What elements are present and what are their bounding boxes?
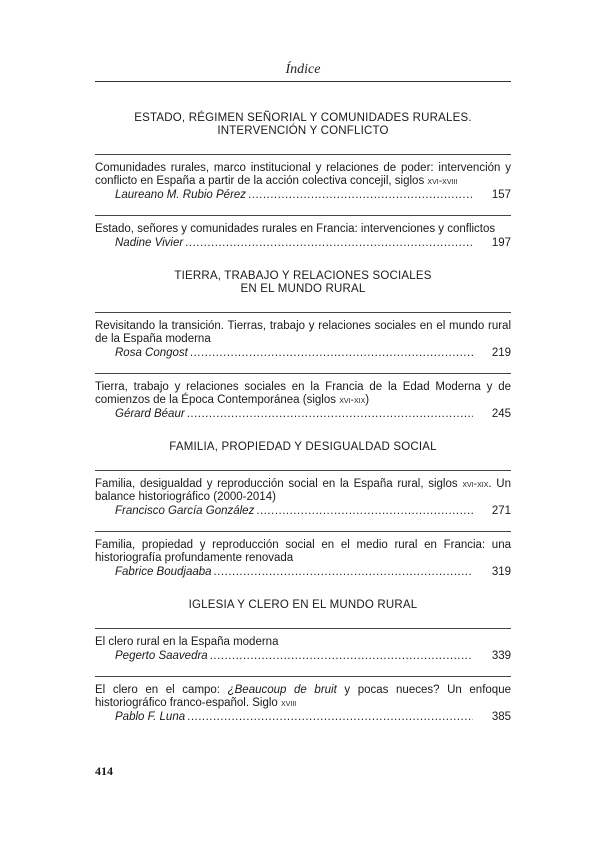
entry-author-line	[95, 346, 511, 360]
section-title-line: TIERRA, TRABAJO Y RELACIONES SOCIALES	[174, 270, 432, 282]
toc-entry	[95, 162, 511, 202]
entry-title: Estado, señores y comunidades rurales en Francia: intervenciones y conflictos	[95, 223, 496, 235]
entry-author: Gérard Béaur	[115, 408, 185, 420]
leader-dots	[248, 188, 473, 202]
entry-title: Comunidades rurales, marco institucional y relaciones de poder: intervención y conflicto en España a partir de la acción colectiva concejil, siglos xvi-xviii	[95, 162, 511, 187]
toc-section	[95, 270, 511, 421]
entry-author: Fabrice Boudjaaba	[115, 566, 212, 578]
running-header-title: Índice	[285, 62, 321, 77]
toc-entry	[95, 223, 511, 250]
entry-title: Familia, desigualdad y reproducción social en la España rural, siglos xvi-xix. Un balance historiográfico (2000-2014)	[95, 478, 512, 503]
entry-page-number: 339	[491, 650, 511, 662]
entry-author: Pablo F. Luna	[115, 711, 186, 723]
section-title-line: IGLESIA Y CLERO EN EL MUNDO RURAL	[188, 599, 418, 611]
entry-title: Familia, propiedad y reproducción social en el medio rural en Francia: una historiografía profundamente renovada	[95, 539, 511, 564]
section-title-line: EN EL MUNDO RURAL	[240, 283, 366, 295]
table-of-contents	[95, 112, 511, 744]
entry-divider	[95, 531, 511, 532]
entry-page-number: 271	[491, 505, 511, 517]
section-title	[95, 270, 511, 296]
toc-entry	[95, 539, 511, 579]
page-folio: 414	[95, 764, 113, 778]
section-title	[95, 441, 511, 454]
entry-author-line	[95, 710, 511, 724]
leader-dots	[187, 710, 473, 724]
toc-entry	[95, 684, 511, 724]
entry-page-number: 219	[491, 347, 511, 359]
section-title-line: FAMILIA, PROPIEDAD Y DESIGUALDAD SOCIAL	[169, 441, 437, 453]
toc-entry	[95, 636, 511, 663]
toc-entry	[95, 320, 511, 360]
section-title	[95, 599, 511, 612]
toc-section	[95, 112, 511, 250]
entry-author-line	[95, 649, 511, 663]
entry-author-line	[95, 236, 511, 250]
entry-page-number: 385	[491, 711, 511, 723]
leader-dots	[256, 504, 473, 518]
entry-author: Laureano M. Rubio Pérez	[115, 189, 247, 201]
entry-divider	[95, 373, 511, 374]
entry-page-number: 319	[491, 566, 511, 578]
entry-title: El clero rural en la España moderna	[95, 636, 279, 648]
entry-divider	[95, 676, 511, 677]
entry-page-number: 245	[491, 408, 511, 420]
entry-page-number: 197	[491, 237, 511, 249]
entry-author-line	[95, 565, 511, 579]
leader-dots	[185, 236, 473, 250]
leader-dots	[190, 346, 473, 360]
entry-title: Tierra, trabajo y relaciones sociales en la Francia de la Edad Moderna y de comienzos de la Época Contemporánea (siglos xvi-xix)	[95, 381, 511, 406]
section-divider	[95, 470, 511, 471]
toc-entry	[95, 478, 511, 518]
section-divider	[95, 628, 511, 629]
entry-author: Francisco García González	[115, 505, 255, 517]
entry-author: Pegerto Saavedra	[115, 650, 208, 662]
toc-section	[95, 441, 511, 579]
section-title-line: INTERVENCIÓN Y CONFLICTO	[217, 125, 389, 137]
entry-page-number: 157	[491, 189, 511, 201]
toc-entry	[95, 381, 511, 421]
leader-dots	[210, 649, 473, 663]
section-divider	[95, 154, 511, 155]
leader-dots	[187, 407, 473, 421]
entry-title: Revisitando la transición. Tierras, trabajo y relaciones sociales en el mundo rural de la España moderna	[95, 320, 511, 345]
toc-section	[95, 599, 511, 724]
entry-divider	[95, 215, 511, 216]
header-rule	[95, 81, 511, 82]
entry-title: El clero en el campo: ¿Beaucoup de bruit y pocas nueces? Un enfoque historiográfico franco-español. Siglo xviii	[95, 684, 511, 709]
entry-author: Nadine Vivier	[115, 237, 184, 249]
entry-author-line	[95, 504, 511, 518]
entry-author: Rosa Congost	[115, 347, 188, 359]
section-title-line: ESTADO, RÉGIMEN SEÑORIAL Y COMUNIDADES RURALES.	[134, 112, 472, 124]
entry-author-line	[95, 188, 511, 202]
section-divider	[95, 312, 511, 313]
entry-author-line	[95, 407, 511, 421]
leader-dots	[214, 565, 473, 579]
section-title	[95, 112, 511, 138]
